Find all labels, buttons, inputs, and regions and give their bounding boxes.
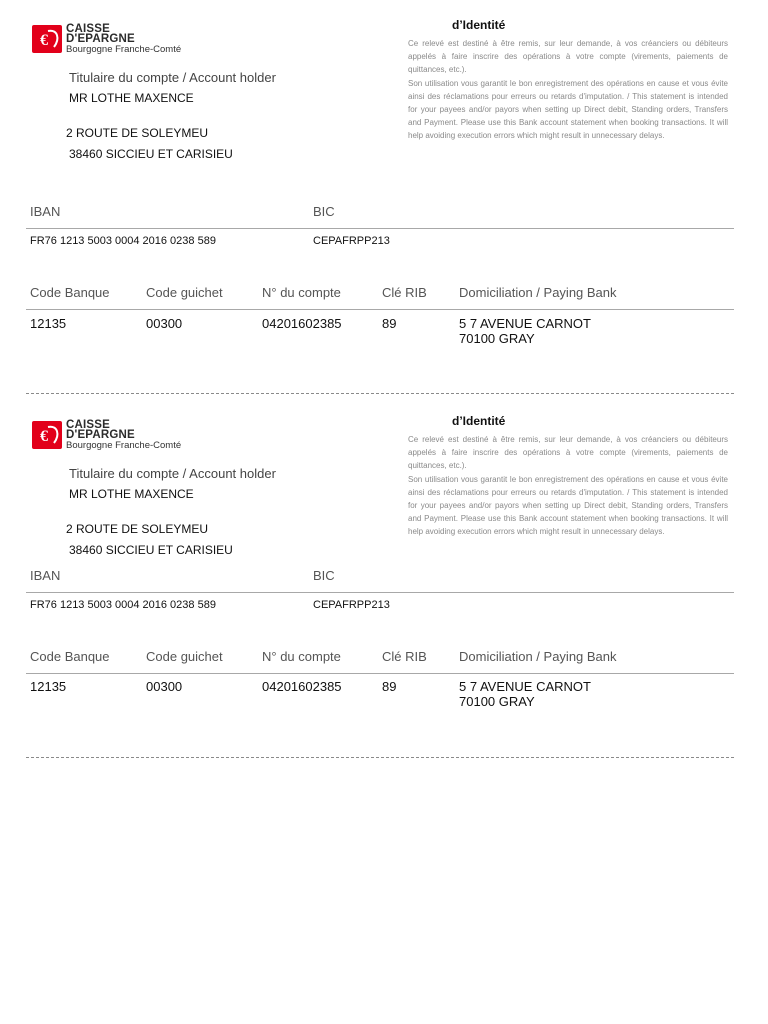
header-code-banque: Code Banque	[30, 649, 110, 664]
brand-region: Bourgogne Franche-Comté	[66, 44, 182, 55]
cle-rib-value: 89	[382, 316, 397, 331]
account-holder-label: Titulaire du compte / Account holder	[69, 466, 276, 481]
disclaimer-mixed: Son utilisation vous garantit le bon enregistrement des opérations en cause et vous évite ainsi des réclamations pour erreurs ou retards d'imputation. / This statement is intended for your payees and/or payors when setting up Direct debit, Standing orders, Transfers and Payment. Please use this Bank account statement when booking transactions. It will help avoiding execution errors which might result in unnecessary delays.	[408, 474, 728, 537]
header-cle-rib: Clé RIB	[382, 649, 427, 664]
brand-name-line1: CAISSE	[66, 419, 111, 431]
header-domiciliation: Domiciliation / Paying Bank	[459, 285, 617, 300]
brand-name-line2: D'EPARGNE	[66, 429, 135, 441]
brand-name-line2: D'EPARGNE	[66, 33, 135, 45]
iban-value: FR76 1213 5003 0004 2016 0238 589	[30, 599, 216, 611]
numero-compte-value: 04201602385	[262, 316, 342, 331]
account-holder-name: MR LOTHE MAXENCE	[69, 487, 194, 501]
domiciliation-line2: 70100 GRAY	[459, 331, 535, 346]
bank-logo	[32, 418, 232, 452]
holder-address-line2: 38460 SICCIEU ET CARISIEU	[69, 147, 233, 161]
squirrel-logo-icon	[32, 25, 62, 53]
header-code-guichet: Code guichet	[146, 285, 223, 300]
disclaimer	[408, 433, 728, 539]
iban-label: IBAN	[30, 568, 61, 583]
bic-label: BIC	[313, 204, 335, 219]
disclaimer	[408, 37, 728, 143]
document-title: d’Identité	[452, 414, 506, 428]
divider	[26, 309, 734, 310]
squirrel-logo-icon	[32, 421, 62, 449]
code-banque-value: 12135	[30, 316, 67, 331]
header-numero-compte: N° du compte	[262, 649, 341, 664]
header-code-banque: Code Banque	[30, 285, 110, 300]
divider	[26, 592, 734, 593]
iban-label: IBAN	[30, 204, 61, 219]
domiciliation-line1: 5 7 AVENUE CARNOT	[459, 679, 591, 694]
account-holder-label: Titulaire du compte / Account holder	[69, 70, 276, 85]
header-cle-rib: Clé RIB	[382, 285, 427, 300]
disclaimer-fr: Ce relevé est destiné à être remis, sur leur demande, à vos créanciers ou débiteurs appelés à faire inscrire des opérations à votre compte (virements, paiements de quittances, etc.).	[408, 435, 728, 471]
code-banque-value: 12135	[30, 679, 67, 694]
bic-value: CEPAFRPP213	[313, 599, 390, 611]
domiciliation-line1: 5 7 AVENUE CARNOT	[459, 316, 591, 331]
holder-address-line1: 2 ROUTE DE SOLEYMEU	[66, 126, 209, 140]
domiciliation-value	[459, 316, 591, 346]
svg-text:€: €	[40, 428, 48, 445]
cle-rib-value: 89	[382, 679, 397, 694]
code-guichet-value: 00300	[146, 316, 183, 331]
header-numero-compte: N° du compte	[262, 285, 341, 300]
header-domiciliation: Domiciliation / Paying Bank	[459, 649, 617, 664]
bank-logo	[32, 22, 232, 56]
bic-value: CEPAFRPP213	[313, 235, 390, 247]
domiciliation-value	[459, 679, 591, 709]
code-guichet-value: 00300	[146, 679, 183, 694]
disclaimer-fr: Ce relevé est destiné à être remis, sur leur demande, à vos créanciers ou débiteurs appelés à faire inscrire des opérations à votre compte (virements, paiements de quittances, etc.).	[408, 39, 728, 75]
rib-section-1	[0, 0, 768, 380]
cut-line	[26, 757, 734, 758]
document-title: d’Identité	[452, 18, 506, 32]
numero-compte-value: 04201602385	[262, 679, 342, 694]
brand-name-line1: CAISSE	[66, 23, 111, 35]
holder-address-line2: 38460 SICCIEU ET CARISIEU	[69, 543, 233, 557]
bic-label: BIC	[313, 568, 335, 583]
holder-address-line1: 2 ROUTE DE SOLEYMEU	[66, 522, 209, 536]
domiciliation-line2: 70100 GRAY	[459, 694, 535, 709]
divider	[26, 673, 734, 674]
iban-value: FR76 1213 5003 0004 2016 0238 589	[30, 235, 216, 247]
cut-line	[26, 393, 734, 394]
divider	[26, 228, 734, 229]
account-holder-name: MR LOTHE MAXENCE	[69, 91, 194, 105]
brand-region: Bourgogne Franche-Comté	[66, 440, 182, 451]
disclaimer-mixed: Son utilisation vous garantit le bon enregistrement des opérations en cause et vous évite ainsi des réclamations pour erreurs ou retards d'imputation. / This statement is intended for your payees and/or payors when setting up Direct debit, Standing orders, Transfers and Payment. Please use this Bank account statement when booking transactions. It will help avoiding execution errors which might result in unnecessary delays.	[408, 78, 728, 141]
rib-section-2	[0, 396, 768, 776]
header-code-guichet: Code guichet	[146, 649, 223, 664]
svg-text:€: €	[40, 32, 48, 49]
